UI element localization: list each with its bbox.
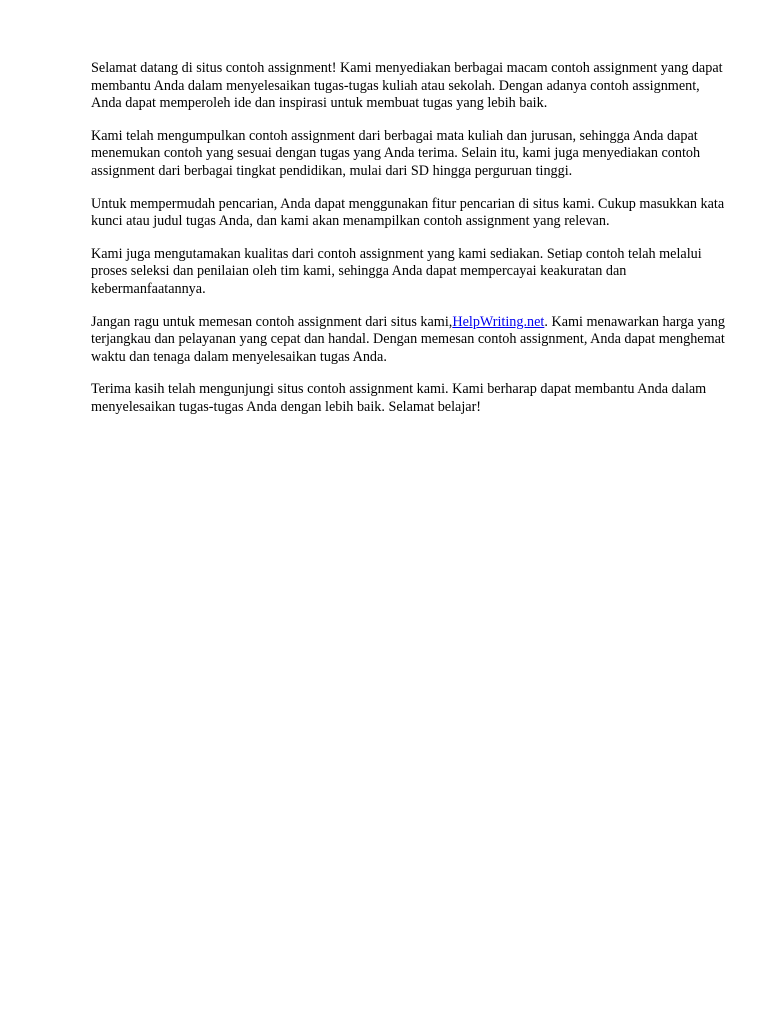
order-text-before-link: Jangan ragu untuk memesan contoh assignment dari situs kami, xyxy=(91,313,453,330)
order-text-after-link: . Kami menawarkan harga yang terjangkau dan pelayanan yang cepat dan handal. Dengan memesan contoh assignment, Anda dapat menghemat waktu dan tenaga dalam menyelesaikan tugas Anda. xyxy=(91,313,725,365)
paragraph-order xyxy=(91,314,731,367)
paragraph-search: Untuk mempermudah pencarian, Anda dapat menggunakan fitur pencarian di situs kami. Cukup masukkan kata kunci atau judul tugas Anda, dan kami akan menampilkan contoh assignment yang relevan. xyxy=(91,195,725,230)
paragraph-quality: Kami juga mengutamakan kualitas dari contoh assignment yang kami sediakan. Setiap contoh telah melalui proses seleksi dan penilaian oleh tim kami, sehingga Anda dapat mempercayai keakuratan dan kebermanfaatannya. xyxy=(91,245,702,297)
document-page xyxy=(91,60,731,432)
paragraph-welcome: Selamat datang di situs contoh assignment! Kami menyediakan berbagai macam contoh assignment yang dapat membantu Anda dalam menyelesaikan tugas-tugas kuliah atau sekolah. Dengan adanya contoh assignment, Anda dapat memperoleh ide dan inspirasi untuk membuat tugas yang lebih baik. xyxy=(91,60,723,112)
paragraph-collection: Kami telah mengumpulkan contoh assignment dari berbagai mata kuliah dan jurusan, sehingga Anda dapat menemukan contoh yang sesuai dengan tugas yang Anda terima. Selain itu, kami juga menyediakan contoh assignment dari berbagai tingkat pendidikan, mulai dari SD hingga perguruan tinggi. xyxy=(91,127,701,179)
paragraph-closing: Terima kasih telah mengunjungi situs contoh assignment kami. Kami berharap dapat membantu Anda dalam menyelesaikan tugas-tugas Anda dengan lebih baik. Selamat belajar! xyxy=(91,381,707,415)
helpwriting-link[interactable]: HelpWriting.net xyxy=(452,313,545,330)
